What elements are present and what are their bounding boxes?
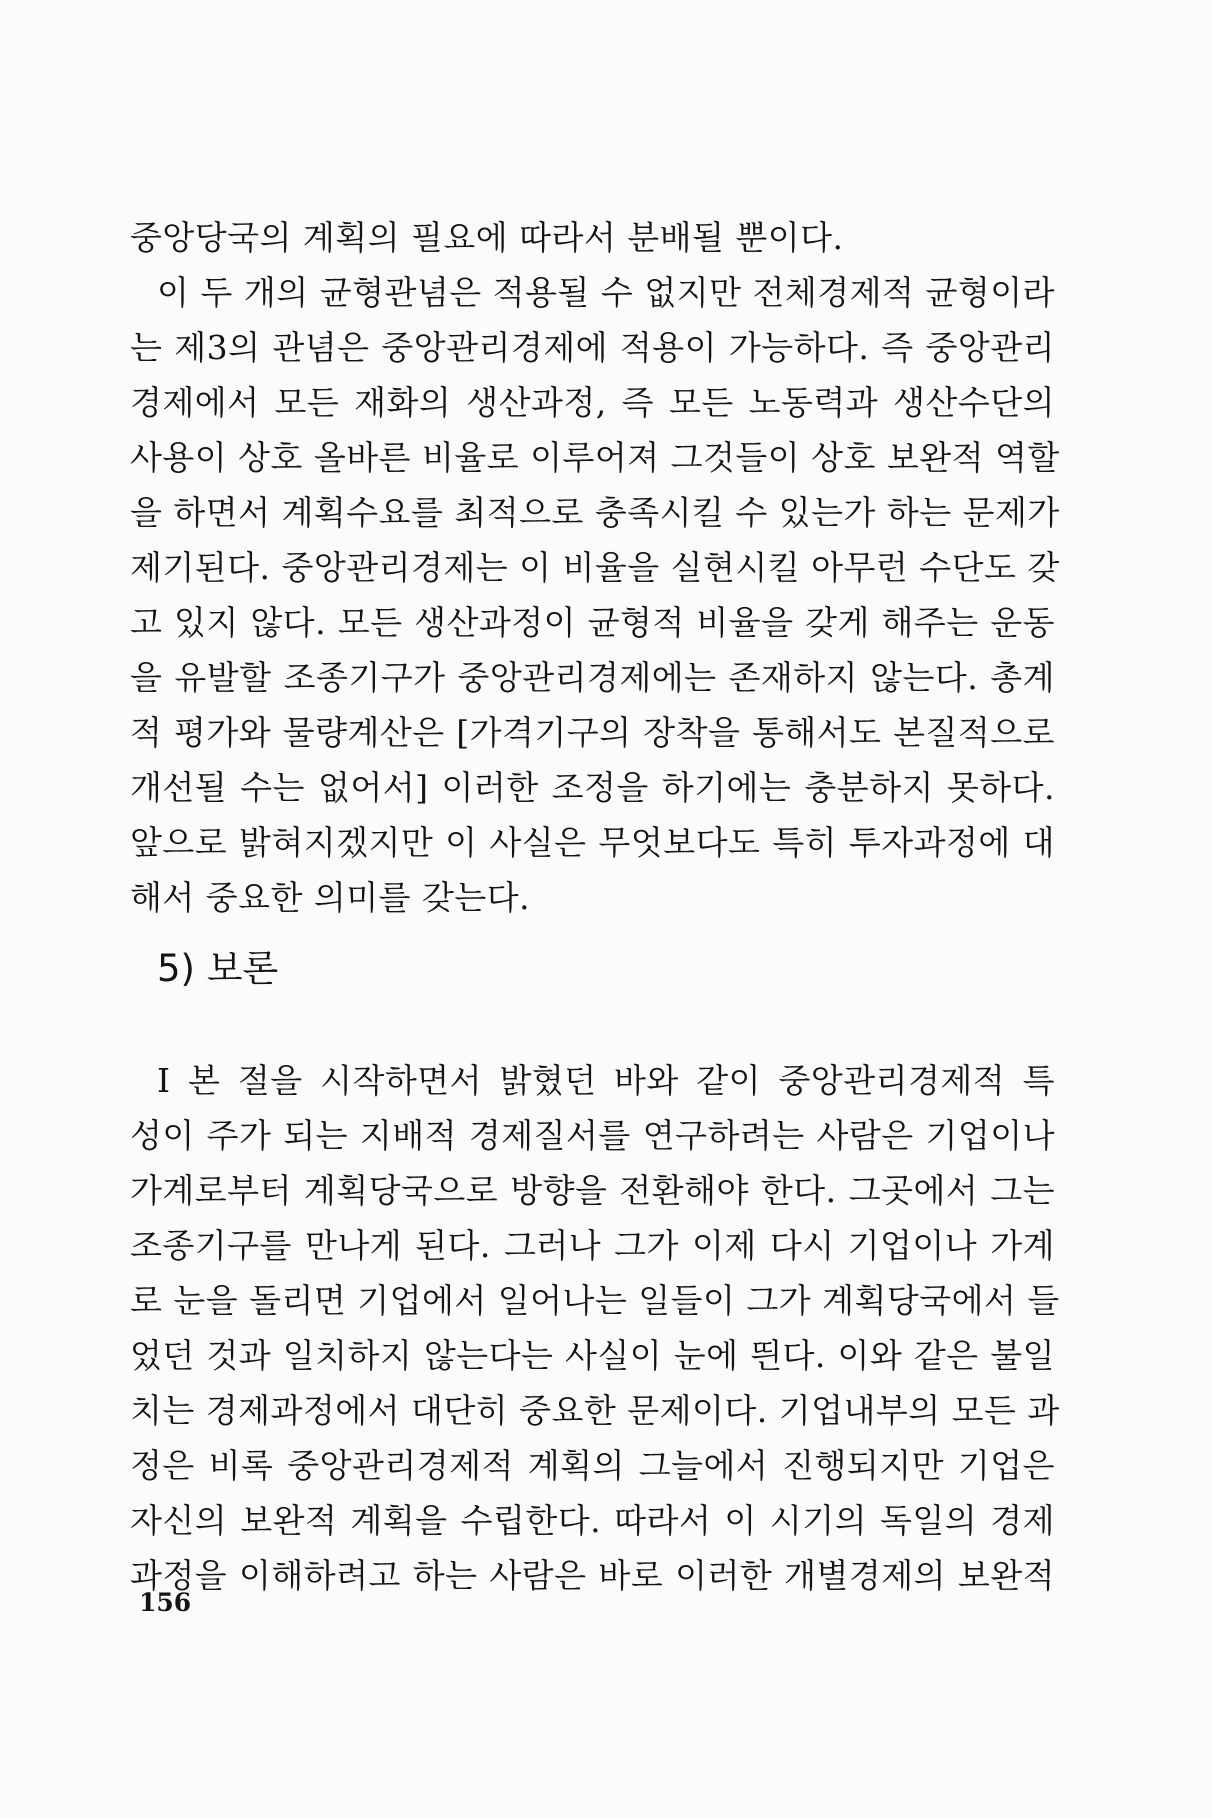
text-line: 정은 비록 중앙관리경제적 계획의 그늘에서 진행되지만 기업은 (130, 1446, 1055, 1485)
text-line: 는 제3의 관념은 중앙관리경제에 적용이 가능하다. 즉 중앙관리 (130, 328, 1055, 367)
text-line: 해서 중요한 의미를 갖는다. (130, 878, 531, 917)
text-line: 적 평가와 물량계산은 [가격기구의 장착을 통해서도 본질적으로 (130, 713, 1055, 752)
text-line: 제기된다. 중앙관리경제는 이 비율을 실현시킬 아무런 수단도 갖 (130, 548, 1060, 587)
page-number: 156 (139, 1588, 192, 1617)
text-line: 가계로부터 계획당국으로 방향을 전환해야 한다. 그곳에서 그는 (130, 1171, 1055, 1210)
text-line: 치는 경제과정에서 대단히 중요한 문제이다. 기업내부의 모든 과 (130, 1391, 1060, 1430)
text-line: 었던 것과 일치하지 않는다는 사실이 눈에 띈다. 이와 같은 불일 (130, 1336, 1055, 1375)
text-line: 조종기구를 만나게 된다. 그러나 그가 이제 다시 기업이나 가계 (130, 1226, 1055, 1265)
text-line: 개선될 수는 없어서] 이러한 조정을 하기에는 충분하지 못하다. (130, 768, 1055, 807)
text-line: 로 눈을 돌리면 기업에서 일어나는 일들이 그가 계획당국에서 들 (130, 1281, 1060, 1320)
text-line: 중앙당국의 계획의 필요에 따라서 분배될 뿐이다. (130, 218, 844, 257)
text-line: 과정을 이해하려고 하는 사람은 바로 이러한 개별경제의 보완적 (130, 1556, 1055, 1595)
section-heading: 5) 보론 (157, 947, 279, 990)
text-line: 사용이 상호 올바른 비율로 이루어져 그것들이 상호 보완적 역할 (130, 438, 1060, 477)
text-line: 고 있지 않다. 모든 생산과정이 균형적 비율을 갖게 해주는 운동 (130, 603, 1055, 642)
text-line: I 본 절을 시작하면서 밝혔던 바와 같이 중앙관리경제적 특 (157, 1061, 1055, 1100)
text-line: 앞으로 밝혀지겠지만 이 사실은 무엇보다도 특히 투자과정에 대 (130, 823, 1055, 862)
text-line: 이 두 개의 균형관념은 적용될 수 없지만 전체경제적 균형이라 (157, 273, 1055, 312)
text-line: 을 하면서 계획수요를 최적으로 충족시킬 수 있는가 하는 문제가 (130, 493, 1060, 532)
text-line: 경제에서 모든 재화의 생산과정, 즉 모든 노동력과 생산수단의 (130, 383, 1055, 422)
text-line: 을 유발할 조종기구가 중앙관리경제에는 존재하지 않는다. 총계 (130, 658, 1055, 697)
text-line: 성이 주가 되는 지배적 경제질서를 연구하려는 사람은 기업이나 (130, 1116, 1055, 1155)
text-line: 자신의 보완적 계획을 수립한다. 따라서 이 시기의 독일의 경제 (130, 1501, 1055, 1540)
